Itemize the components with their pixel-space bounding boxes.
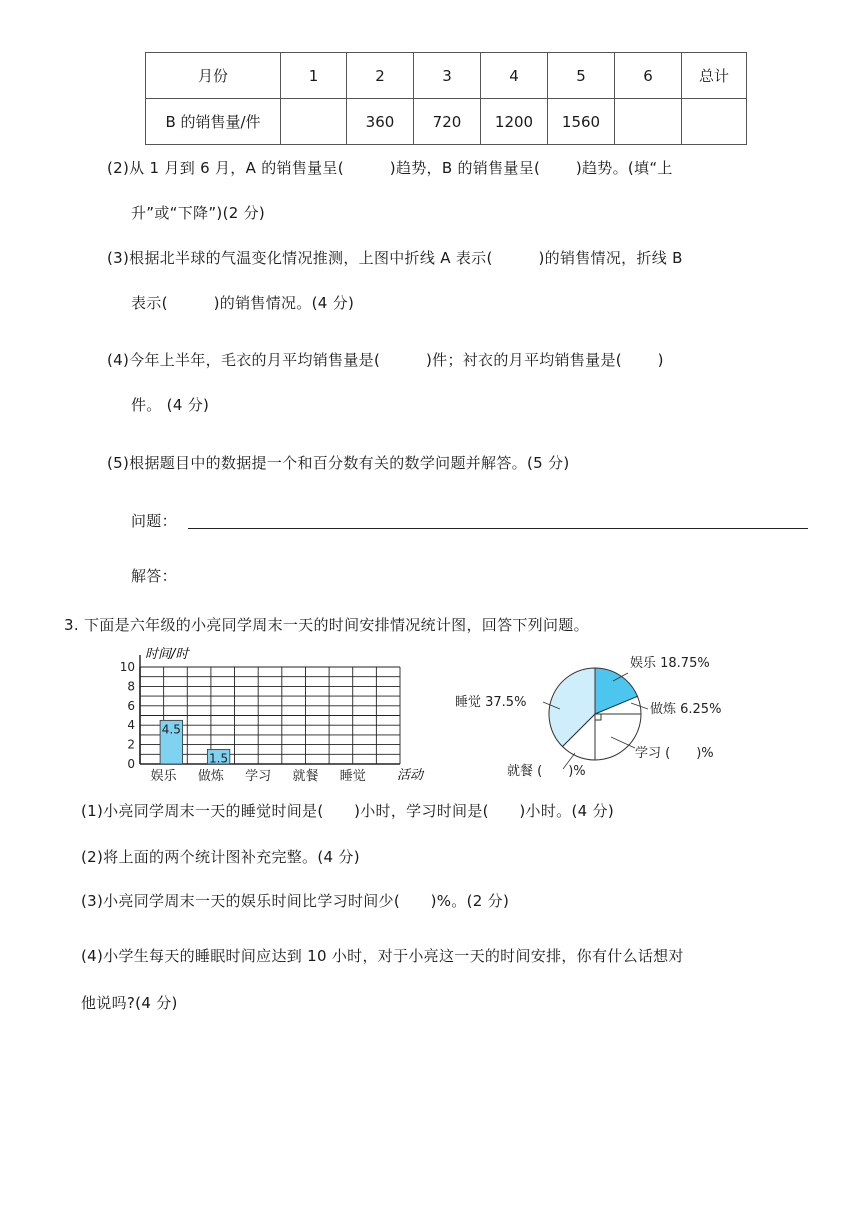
table-cell [615,99,682,145]
p3-q3: (3)小亮同学周末一天的娱乐时间比学习时间少( )%。(2 分) [81,892,510,910]
table-cell: 720 [414,99,481,145]
question-answer-line[interactable] [188,528,808,529]
table-row-month [146,53,747,99]
bar-chart-y-ticks [120,660,135,771]
p3-q2: (2)将上面的两个统计图补充完整。(4 分) [81,848,360,866]
y-tick-label: 2 [127,737,135,752]
p3-q4-line-2: 他说吗?(4 分) [81,994,178,1012]
q4-line-2: 件。 (4 分) [131,396,210,414]
table-cell: 6 [615,53,682,99]
question-label: 问题： [131,512,177,530]
sales-table [145,52,747,145]
table-cell [682,99,747,145]
q2-line-2: 升”或“下降”)(2 分) [131,204,266,222]
bar-chart-bars [160,720,230,765]
bar-chart-x-label: 活动 [397,768,424,783]
problem3-intro: 3. 下面是六年级的小亮同学周末一天的时间安排情况统计图，回答下列问题。 [64,616,589,634]
y-tick-label: 6 [127,698,135,713]
table-cell: 1200 [481,99,548,145]
table-cell [281,99,347,145]
x-category-label: 做炼 [197,769,224,784]
table-cell: 2 [347,53,414,99]
q4-line-1: (4)今年上半年，毛衣的月平均销售量是( )件；衬衣的月平均销售量是( ) [107,351,664,369]
y-tick-label: 8 [127,679,135,694]
q2-line-1: (2)从 1 月到 6 月，A 的销售量呈( )趋势，B 的销售量呈( )趋势。(填“上 [107,159,673,177]
y-tick-label: 4 [127,718,135,733]
x-category-label: 睡觉 [339,769,366,784]
answer-label: 解答： [131,567,177,585]
table-cell: 总计 [682,53,747,99]
x-category-label: 娱乐 [150,769,177,784]
y-tick-label: 0 [127,757,135,771]
table-row-b-sales [146,99,747,145]
table-cell: 5 [548,53,615,99]
pie-slice-label: 娱乐 18.75% [630,656,710,671]
table-cell: 3 [414,53,481,99]
p3-q1: (1)小亮同学周末一天的睡觉时间是( )小时，学习时间是( )小时。(4 分) [81,802,614,820]
q5-line-1: (5)根据题目中的数据提一个和百分数有关的数学问题并解答。(5 分) [107,454,570,472]
x-category-label: 就餐 [292,769,319,784]
table-cell: 360 [347,99,414,145]
table-cell: 1560 [548,99,615,145]
pie-chart [445,645,755,790]
bar-chart-y-label: 时间/时 [145,647,189,662]
bar-value-label: 1.5 [209,751,229,766]
bar-chart [115,645,435,790]
q3-line-2: 表示( )的销售情况。(4 分) [131,294,355,312]
bar-value-label: 4.5 [161,722,181,737]
p3-q4-line-1: (4)小学生每天的睡眠时间应达到 10 小时，对于小亮这一天的时间安排，你有什么话想对 [81,947,684,965]
table-cell: 月份 [146,53,281,99]
pie-slice-label: 做炼 6.25% [650,702,722,717]
table-cell: 4 [481,53,548,99]
pie-slice-label: 就餐 ( )% [507,764,586,779]
y-tick-label: 10 [119,660,135,674]
pie-slice-label: 睡觉 37.5% [455,695,527,710]
table-cell: 1 [281,53,347,99]
bar-chart-categories [151,768,366,784]
q3-line-1: (3)根据北半球的气温变化情况推测，上图中折线 A 表示( )的销售情况，折线 B [107,249,683,267]
pie-slice-label: 学习 ( )% [635,746,714,761]
table-cell: B 的销售量/件 [146,99,281,145]
x-category-label: 学习 [245,769,272,784]
